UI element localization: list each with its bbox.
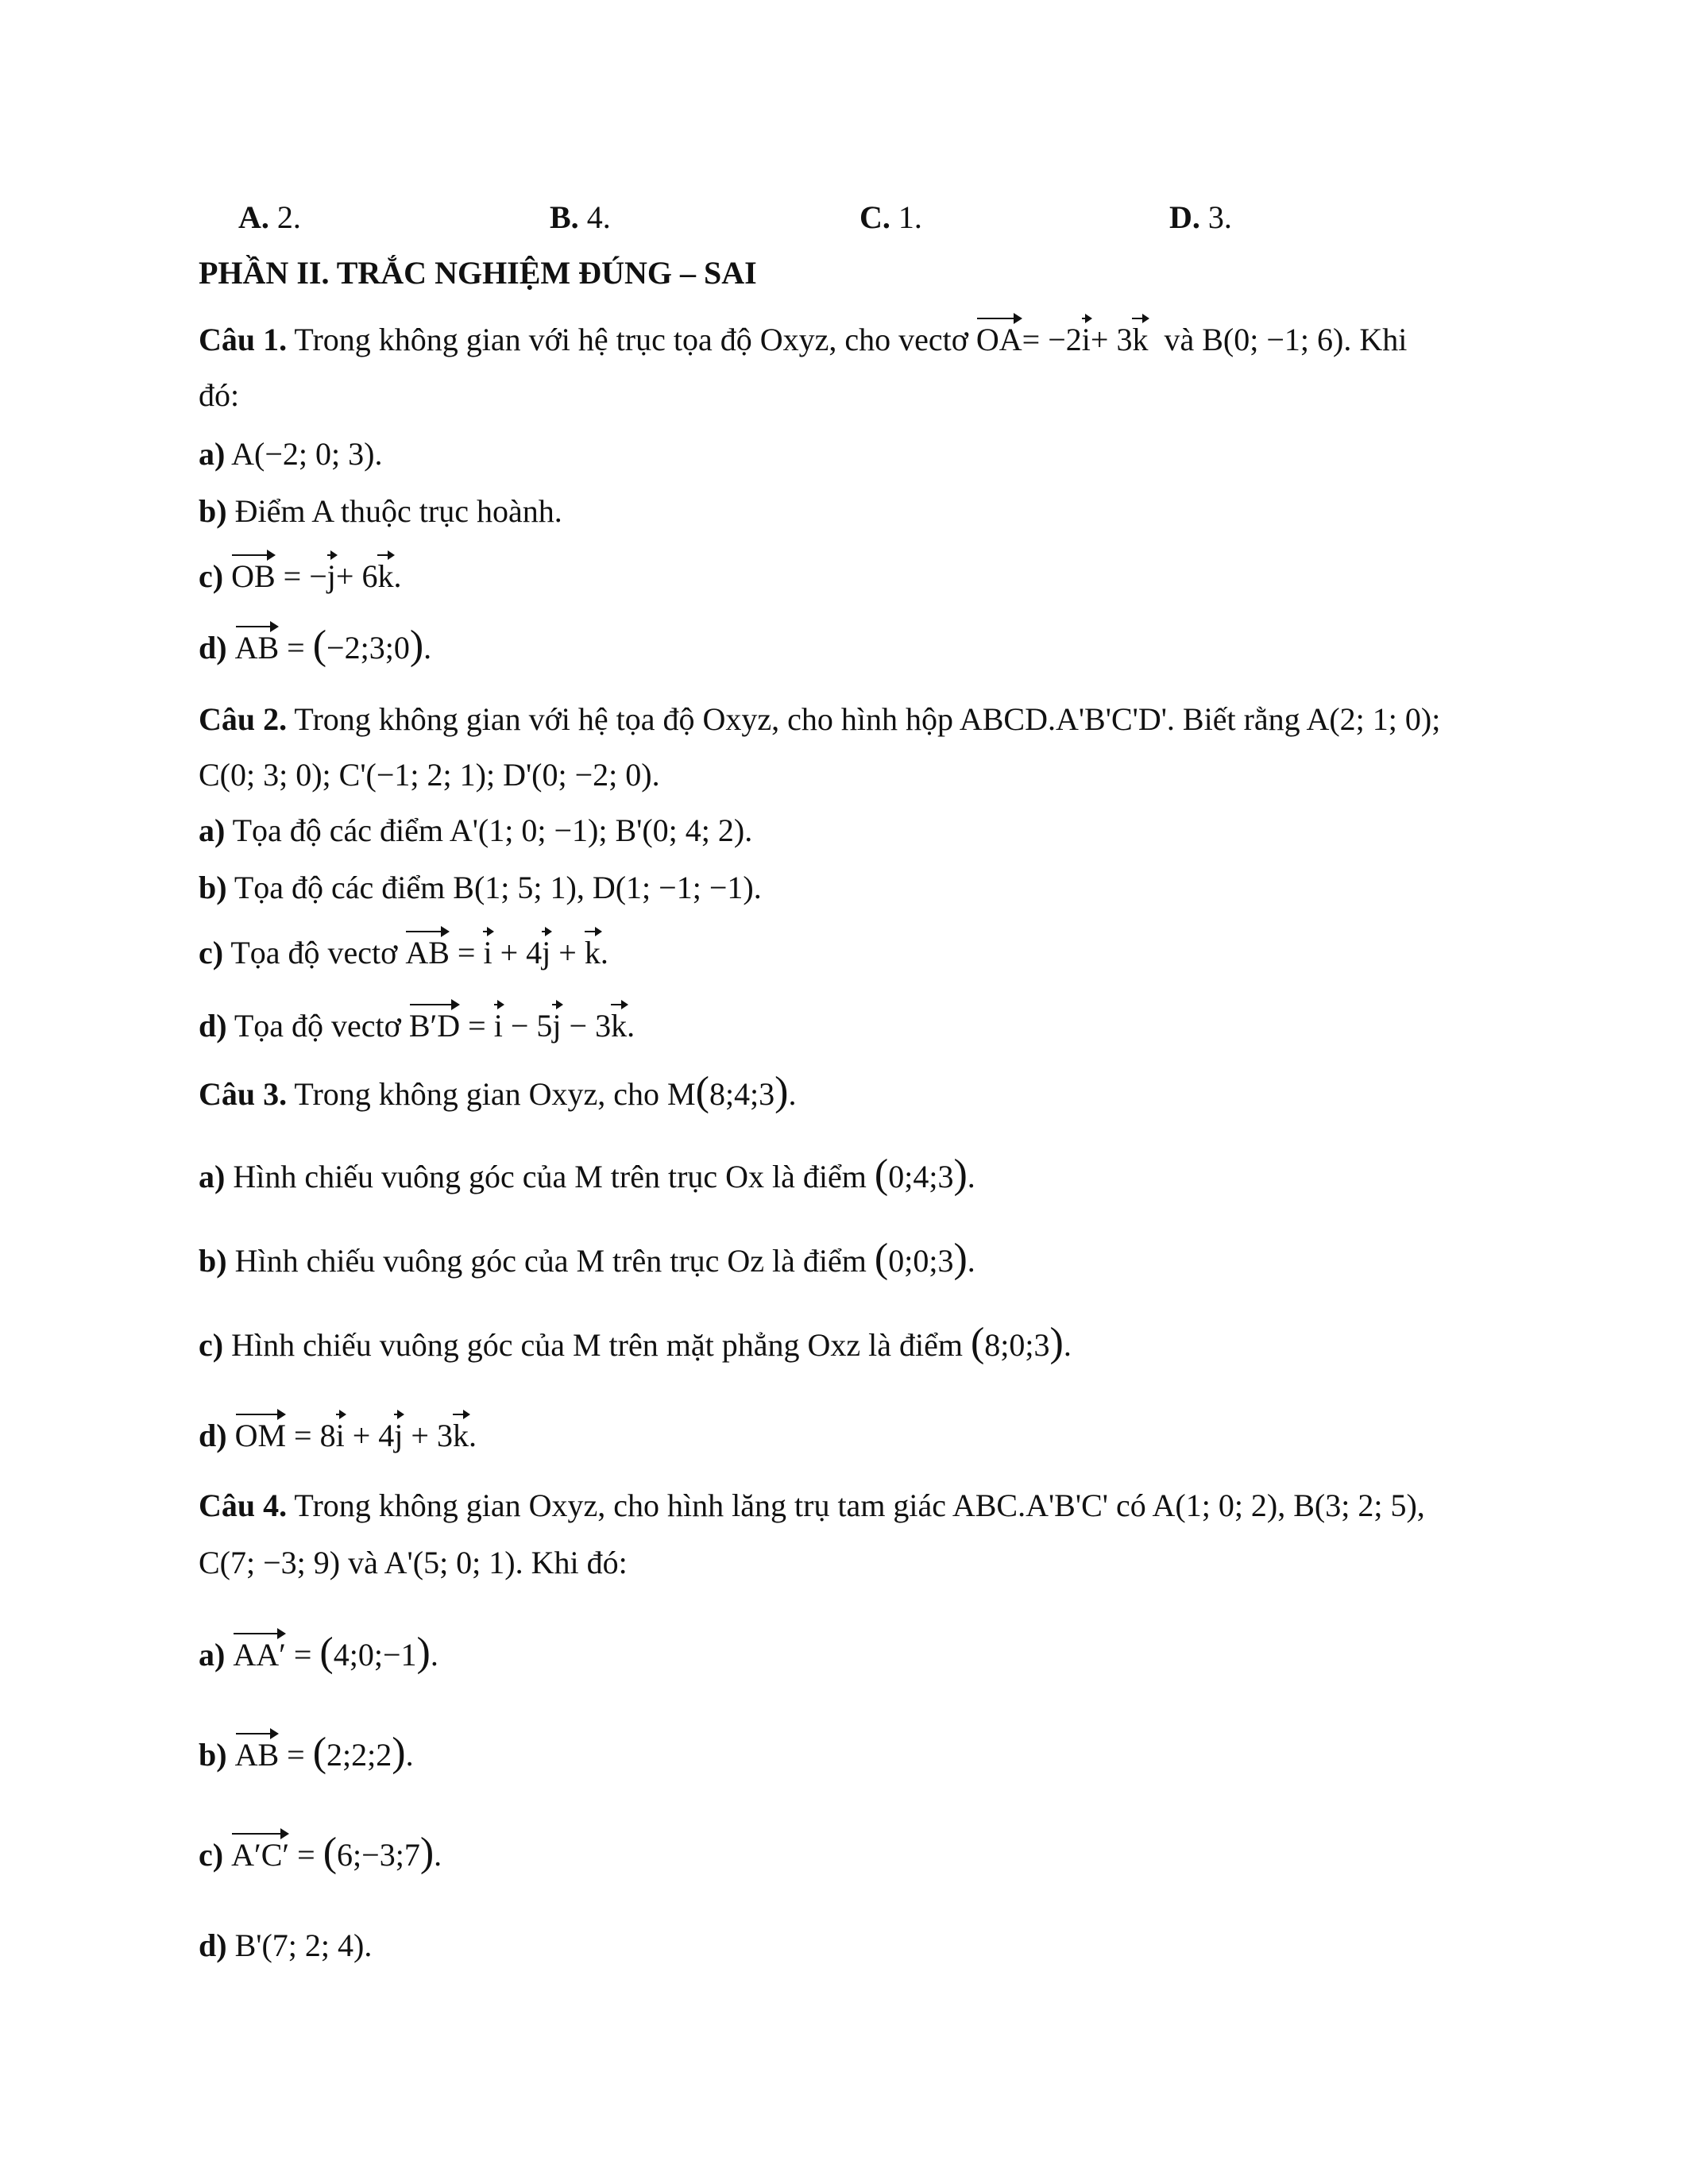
option-b — [550, 197, 611, 238]
unit-vector-j: j — [552, 1005, 561, 1047]
q2-stem-cont: C(0; 3; 0); C'(−1; 2; 1); D'(0; −2; 0). — [199, 757, 660, 793]
option-a-letter: A. — [238, 199, 269, 235]
unit-vector-j: j — [327, 556, 336, 597]
q2-label: Câu 2. — [199, 701, 288, 737]
option-a-text: 2. — [276, 199, 301, 235]
section-title: PHẦN II. TRẮC NGHIỆM ĐÚNG – SAI — [199, 255, 757, 291]
option-b-letter: B. — [550, 199, 579, 235]
option-b-text: 4. — [586, 199, 611, 235]
vector-aa-prime: AA′ — [233, 1631, 286, 1676]
q2-d: d) Tọa độ vectơ B′D = i − 5j − 3k. — [199, 1002, 635, 1047]
unit-vector-j: j — [394, 1415, 403, 1457]
unit-vector-k: k — [611, 1005, 627, 1047]
q2-stem: Câu 2. Trong không gian với hệ tọa độ Oxyz, cho hình hộp ABCD.A'B'C'D'. Biết rằng A(2; 1; 0); — [199, 701, 1441, 737]
option-c-letter: C. — [859, 199, 890, 235]
q4-a: a) AA′ = (4;0;−1). — [199, 1630, 438, 1675]
vector-oa: OA — [976, 316, 1022, 361]
q3-c: c) Hình chiếu vuông góc của M trên mặt phẳng Oxz là điểm (8;0;3). — [199, 1320, 1072, 1365]
vector-a-prime-c-prime: A′C′ — [231, 1831, 289, 1876]
unit-vector-k: k — [453, 1415, 469, 1457]
q4-label: Câu 4. — [199, 1488, 288, 1523]
q1-stem: Câu 1. Trong không gian với hệ trục tọa độ Oxyz, cho vectơ OA= −2i+ 3k và B(0; −1; 6). Khi — [199, 316, 1407, 361]
option-d — [1169, 197, 1232, 238]
option-c — [859, 197, 922, 238]
vector-b-prime-d: B′D — [409, 1002, 460, 1047]
q4-stem: Câu 4. Trong không gian Oxyz, cho hình lăng trụ tam giác ABC.A'B'C' có A(1; 0; 2), B(3; 2; 5), — [199, 1488, 1425, 1523]
q1-stem-cont: đó: — [199, 377, 240, 413]
q4-stem-cont: C(7; −3; 9) và A'(5; 0; 1). Khi đó: — [199, 1545, 628, 1580]
option-a — [238, 197, 301, 238]
q3-d: d) OM = 8i + 4j + 3k. — [199, 1412, 477, 1457]
q4-b: b) AB = (2;2;2). — [199, 1730, 414, 1775]
q1-label: Câu 1. — [199, 322, 288, 357]
q1-c: c) OB = −j+ 6k. — [199, 553, 401, 597]
unit-vector-i: i — [1082, 319, 1091, 361]
vector-ob: OB — [231, 553, 276, 597]
unit-vector-k: k — [377, 556, 393, 597]
vector-ab: AB — [235, 1731, 280, 1776]
unit-vector-i: i — [336, 1415, 345, 1457]
option-d-text: 3. — [1207, 199, 1232, 235]
unit-vector-i: i — [494, 1005, 503, 1047]
q2-c: c) Tọa độ vectơ AB = i + 4j + k. — [199, 929, 608, 974]
q1-a: a) A(−2; 0; 3). — [199, 436, 383, 472]
q3-label: Câu 3. — [199, 1076, 288, 1112]
q2-a: a) Tọa độ các điểm A'(1; 0; −1); B'(0; 4; 2). — [199, 812, 753, 848]
unit-vector-k: k — [585, 932, 601, 974]
option-c-text: 1. — [898, 199, 922, 235]
q1-d: d) AB = (−2;3;0). — [199, 623, 432, 668]
unit-vector-j: j — [542, 932, 550, 974]
q1-b: b) Điểm A thuộc trục hoành. — [199, 493, 562, 529]
vector-ab: AB — [235, 624, 280, 669]
q4-c: c) A′C′ = (6;−3;7). — [199, 1830, 442, 1875]
vector-om: OM — [235, 1412, 286, 1457]
vector-ab: AB — [405, 929, 450, 974]
q2-b: b) Tọa độ các điểm B(1; 5; 1), D(1; −1; −1). — [199, 870, 762, 905]
option-d-letter: D. — [1169, 199, 1200, 235]
q4-d: d) B'(7; 2; 4). — [199, 1927, 373, 1963]
q3-a: a) Hình chiếu vuông góc của M trên trục Ox là điểm (0;4;3). — [199, 1152, 975, 1197]
unit-vector-k: k — [1132, 319, 1148, 361]
unit-vector-i: i — [483, 932, 492, 974]
q3-stem: Câu 3. Trong không gian Oxyz, cho M(8;4;3). — [199, 1069, 797, 1114]
q3-b: b) Hình chiếu vuông góc của M trên trục Oz là điểm (0;0;3). — [199, 1236, 975, 1281]
